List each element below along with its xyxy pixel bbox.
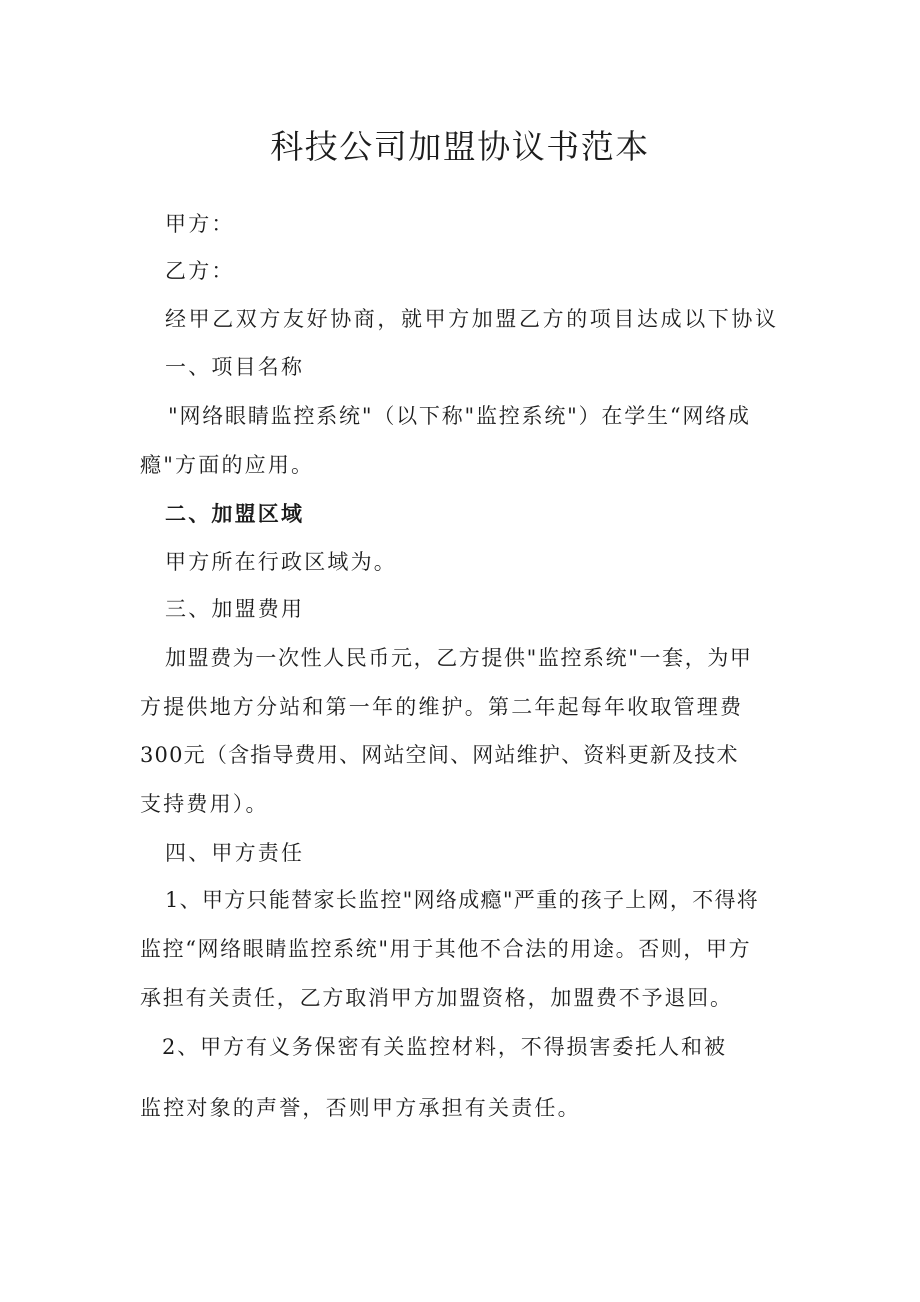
fees-line-3: 300元（含指导费用、网站空间、网站维护、资料更新及技术 [140, 743, 739, 767]
project-name-line-2: 瘾"方面的应用。 [140, 453, 315, 477]
fees-line-1: 加盟费为一次性人民币元，乙方提供"监控系统"一套，为甲 [165, 646, 753, 670]
section-heading-fees: 三、加盟费用 [165, 597, 305, 621]
section-heading-party-a-duties: 四、甲方责任 [165, 841, 305, 865]
party-b-line: 乙方： [165, 259, 235, 283]
duty-2-line-2: 监控对象的声誉，否则甲方承担有关责任。 [140, 1096, 581, 1120]
duty-2-line-1: 2、甲方有义务保密有关监控材料，不得损害委托人和被 [162, 1035, 727, 1059]
party-a-line: 甲方： [165, 212, 235, 236]
fees-line-4: 支持费用）。 [140, 792, 269, 816]
intro-paragraph: 经甲乙双方友好协商，就甲方加盟乙方的项目达成以下协议 [165, 307, 779, 331]
duty-1-line-1: 1、甲方只能替家长监控"网络成瘾"严重的孩子上网，不得将 [165, 888, 760, 912]
region-text: 甲方所在行政区域为。 [165, 550, 397, 574]
project-name-line-1: "网络眼睛监控系统"（以下称"监控系统"）在学生“网络成 [168, 404, 751, 428]
section-heading-region: 二、加盟区域 [165, 501, 305, 526]
section-heading-project-name: 一、项目名称 [165, 355, 305, 379]
duty-1-line-2: 监控“网络眼睛监控系统"用于其他不合法的用途。否则，甲方 [140, 937, 752, 961]
fees-line-2: 方提供地方分站和第一年的维护。第二年起每年收取管理费 [140, 695, 744, 719]
document-title: 科技公司加盟协议书范本 [270, 127, 650, 166]
duty-1-line-3: 承担有关责任，乙方取消甲方加盟资格，加盟费不予退回。 [140, 986, 733, 1010]
